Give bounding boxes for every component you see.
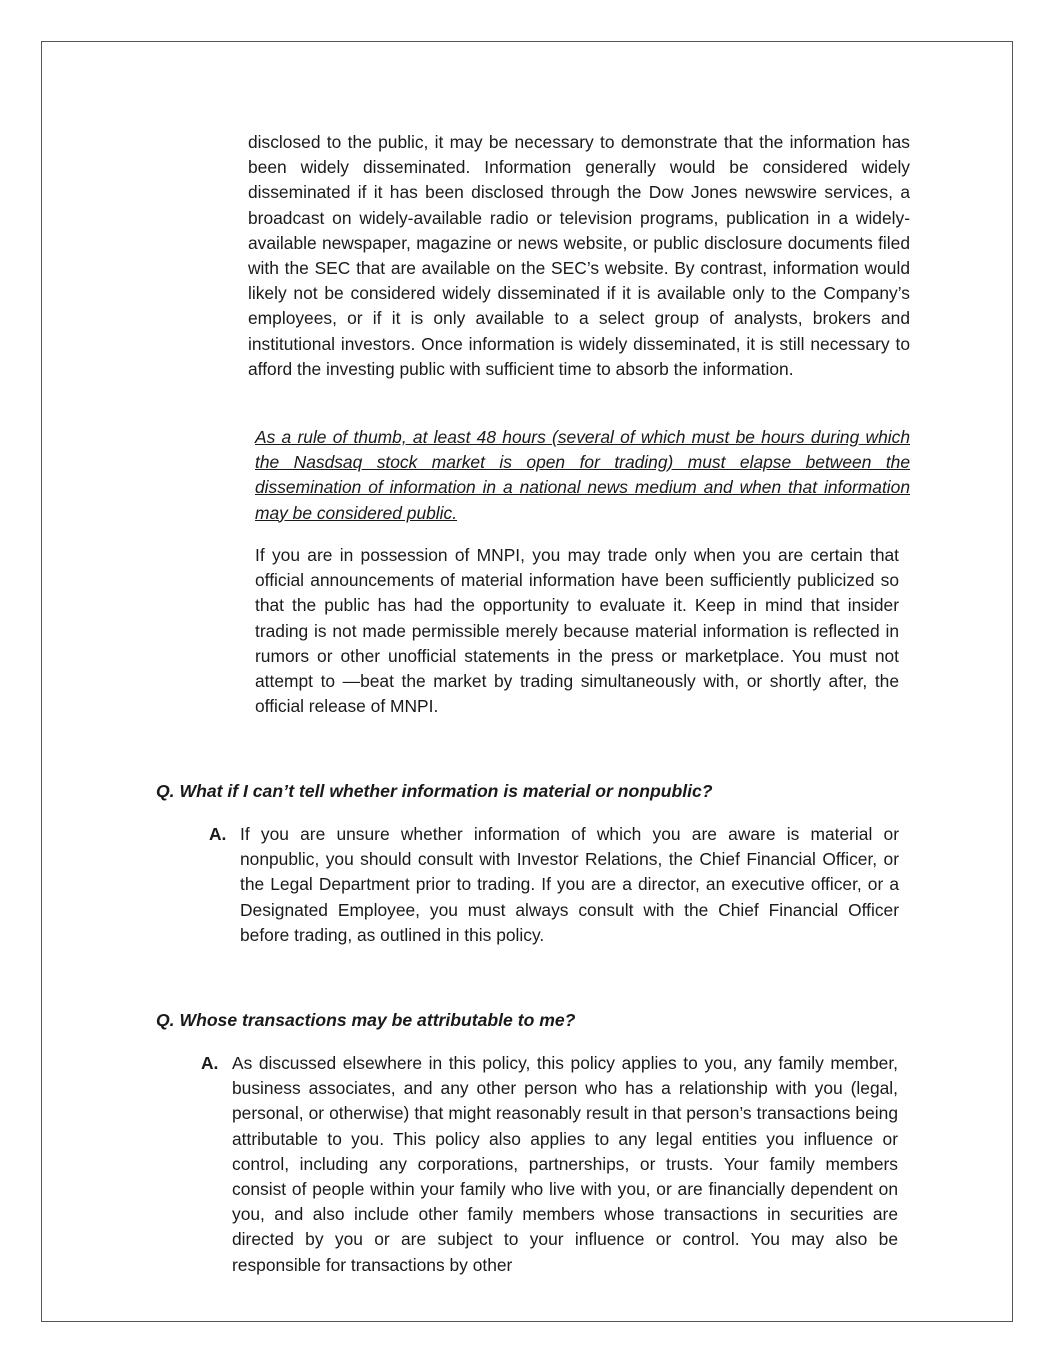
mnpi-paragraph: If you are in possession of MNPI, you may trade only when you are certain that official announcements of material information have been sufficiently publicized so that the public has had the opportunity to evaluate it. Keep in mind that insider trading is not made permissible merely because material information is reflected in rumors or other unofficial statements in the press or marketplace. You must not attempt to —beat the market by trading simultaneously with, or shortly after, the official release of MNPI. [255, 545, 899, 717]
faq-answer-label: A. [209, 824, 227, 844]
continuation-paragraph: disclosed to the public, it may be necessary to demonstrate that the information has been widely disseminated. Information generally would be considered widely disseminated if it has been disclosed through the Dow Jones newswire services, a broadcast on widely-available radio or television programs, publication in a widely-available newspaper, magazine or news website, or public disclosure documents filed with the SEC that are available on the SEC’s website. By contrast, information would likely not be considered widely disseminated if it is available only to the Company’s employees, or if it is only available to a select group of analysts, brokers and institutional investors. Once information is widely disseminated, it is still necessary to afford the investing public with sufficient time to absorb the information. [248, 132, 910, 379]
faq-answer-material-nonpublic: If you are unsure whether information of which you are aware is material or nonpublic, you should consult with Investor Relations, the Chief Financial Officer, or the Legal Department prior to trading. If you are a director, an executive officer, or a Designated Employee, you must always consult with the Chief Financial Officer before trading, as outlined in this policy. [240, 824, 899, 945]
rule-of-thumb-paragraph: As a rule of thumb, at least 48 hours (several of which must be hours during which the Nasdsaq stock market is open for trading) must elapse between the dissemination of information in a national news medium and when that information may be considered public. [255, 427, 910, 523]
faq-answer-attributable-transactions: As discussed elsewhere in this policy, this policy applies to you, any family member, business associates, and any other person who has a relationship with you (legal, personal, or otherwise) that might reasonably result in that person’s transactions being attributable to you. This policy also applies to any legal entities you influence or control, including any corporations, partnerships, or trusts. Your family members consist of people within your family who live with you, or are financially dependent on you, and also include other family members whose transactions in securities are directed by you or are subject to your influence or control. You may also be responsible for transactions by other [232, 1053, 898, 1275]
faq-answer-label: A. [201, 1053, 219, 1073]
faq-question-material-nonpublic: Q. What if I can’t tell whether information is material or nonpublic? [156, 781, 713, 801]
faq-question-attributable-transactions: Q. Whose transactions may be attributable to me? [156, 1010, 576, 1030]
